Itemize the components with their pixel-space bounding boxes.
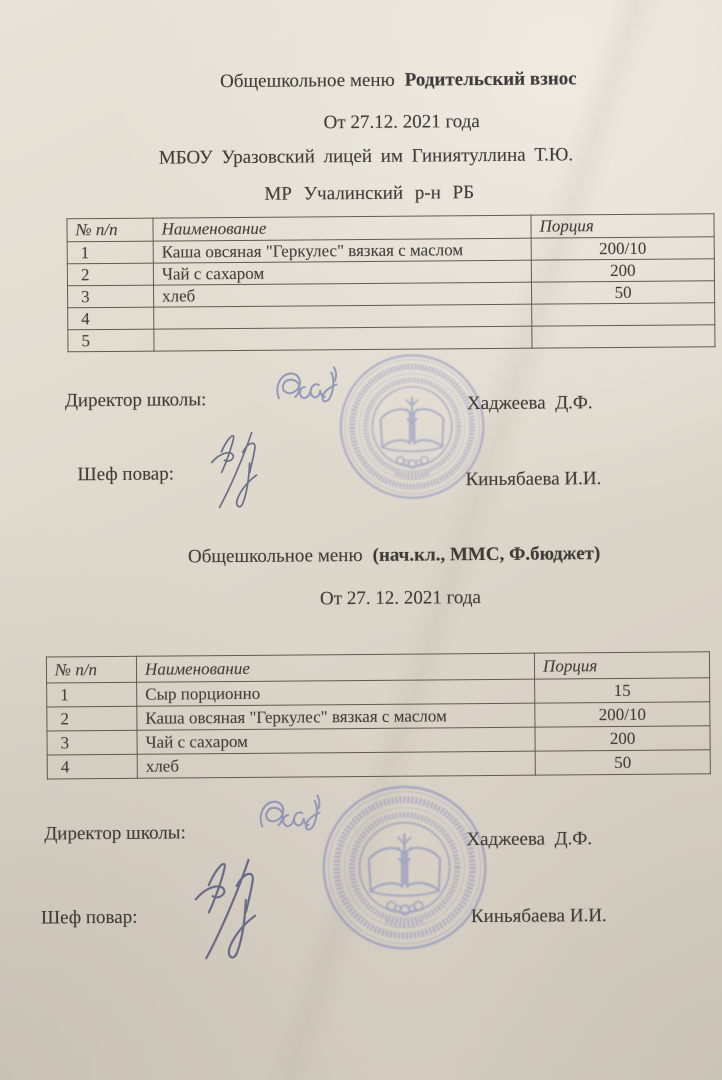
chef-signature [197, 429, 288, 512]
director-label: Директор школы: [44, 822, 186, 845]
section2-title-bold: (нач.кл., ММС, Ф.бюджет) [372, 543, 601, 566]
director-name: Хаджеева Д.Ф. [466, 828, 593, 851]
header-cell-portion: Порция [531, 214, 714, 238]
director-label: Директор школы: [64, 389, 207, 412]
section2-title-regular: Общешкольное меню [187, 544, 363, 568]
table-cell: Сыр порционно [137, 679, 535, 706]
table-cell [154, 326, 532, 351]
header-cell-name: Наименование [153, 215, 531, 241]
table-cell: 50 [535, 750, 710, 775]
table-cell: 1 [67, 241, 153, 264]
menu-table-2 [46, 651, 711, 779]
director-signature [253, 791, 328, 841]
chef-name: Киньябаева И.И. [470, 905, 607, 928]
table-cell: хлеб [137, 751, 535, 778]
table-cell: хлеб [153, 282, 531, 307]
table-cell: Каша овсяная "Геркулес" вязкая с маслом [137, 703, 535, 730]
table-cell: 3 [47, 730, 137, 755]
table-cell: 2 [47, 706, 137, 731]
table-cell: 3 [67, 285, 153, 308]
table-cell: 1 [47, 682, 137, 707]
section1-title-bold: Родительский взнос [404, 68, 577, 91]
header-cell-num: № п/п [46, 656, 136, 683]
chef-label: Шеф повар: [77, 463, 175, 486]
table-row [47, 750, 710, 779]
section2-title [33, 542, 722, 570]
table-cell [532, 303, 715, 326]
director-name: Хаджеева Д.Ф. [466, 392, 593, 415]
header-cell-portion: Порция [534, 652, 709, 679]
school-seal-stamp [319, 782, 490, 953]
table-cell: Чай с сахаром [153, 260, 531, 285]
table-row [68, 325, 715, 352]
table-cell: 200/10 [531, 237, 714, 260]
chef-name: Киньябаева И.И. [465, 468, 602, 491]
section1-school-name: МБОУ Уразовский лицей им Гиниятуллина Т.Ю. [158, 144, 574, 169]
table-cell: 2 [67, 263, 153, 286]
section1-date: От 27.12. 2021 года [323, 111, 480, 134]
table-cell: 200 [535, 726, 710, 751]
header-cell-num: № п/п [67, 218, 153, 242]
table-cell: 15 [535, 678, 710, 703]
table-cell: 5 [68, 329, 154, 352]
section1-title [37, 67, 722, 95]
table-cell: 4 [47, 754, 137, 779]
table-cell: 200/10 [535, 702, 710, 727]
menu-table-1 [66, 213, 715, 352]
table-cell: 4 [68, 307, 154, 330]
table-cell: Чай с сахаром [137, 727, 535, 754]
table-cell: Каша овсяная "Геркулес" вязкая с маслом [153, 238, 531, 263]
section1-title-regular: Общешкольное меню [220, 69, 395, 93]
section1-district: МР Учалинский р-н РБ [264, 182, 475, 205]
chef-label: Шеф повар: [40, 906, 138, 929]
table-cell: 200 [531, 259, 714, 282]
table-cell: 50 [531, 281, 714, 304]
chef-signature [188, 855, 284, 964]
header-cell-name: Наименование [136, 653, 534, 682]
director-signature [269, 363, 344, 413]
table-cell [532, 325, 715, 348]
section2-date: От 27. 12. 2021 года [319, 587, 481, 610]
table-cell [154, 304, 532, 329]
